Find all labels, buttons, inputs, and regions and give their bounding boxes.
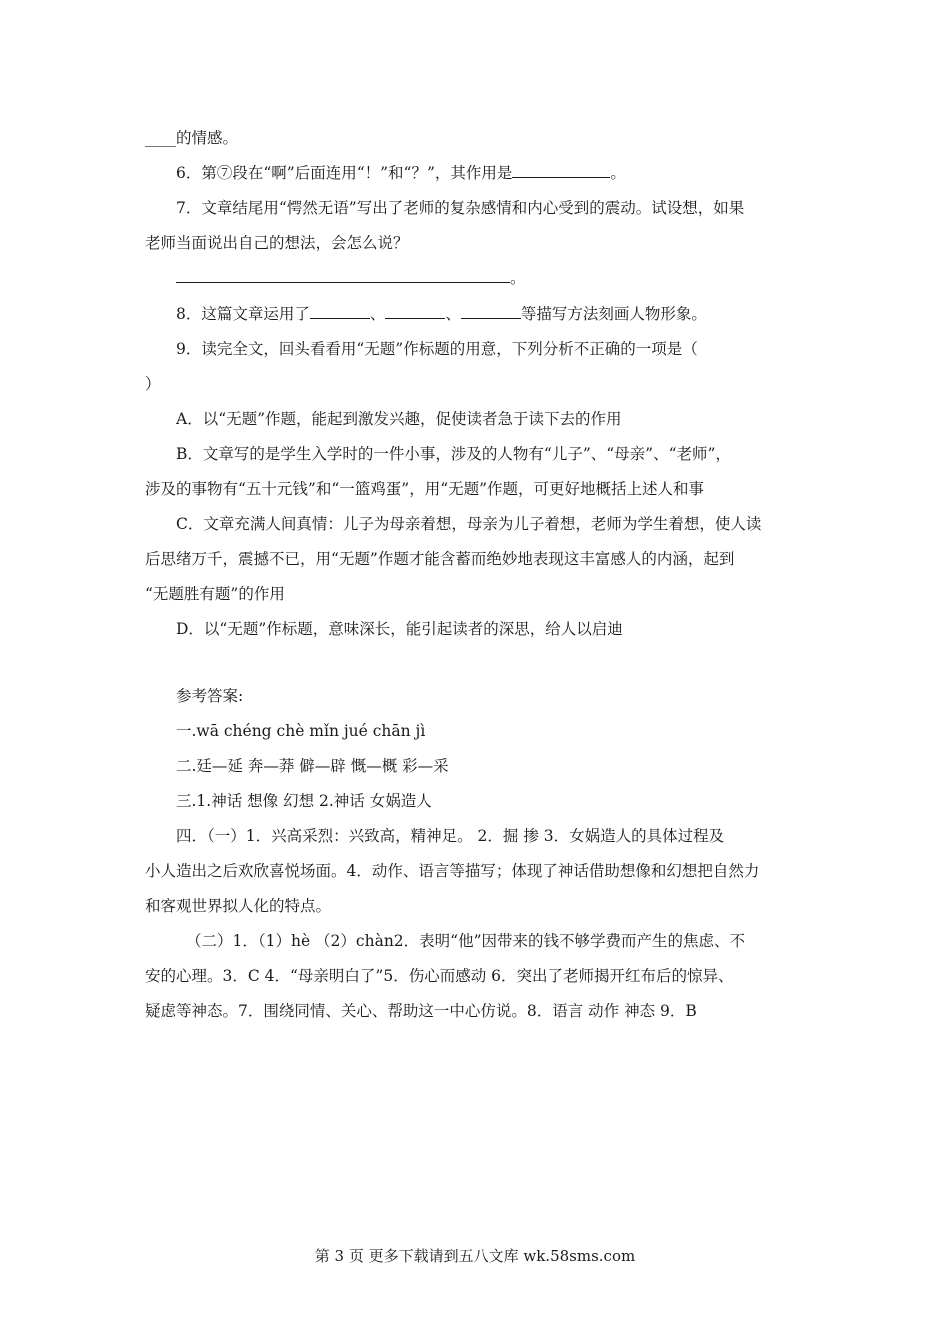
question-7-answer-line: 。	[176, 268, 846, 288]
answer-2: 二.廷—延 奔—莽 僻—辟 慨—概 彩—采	[176, 757, 449, 775]
question-8: 8．这篇文章运用了 、 、 等描写方法刻画人物形象。	[176, 305, 707, 323]
question-7-line1: 7．文章结尾用“愕然无语”写出了老师的复杂感情和内心受到的震动。试设想，如果	[176, 199, 745, 217]
answer-3: 三.1.神话 想像 幻想 2.神话 女娲造人	[176, 792, 432, 810]
question-7-line2: 老师当面说出自己的想法，会怎么说？	[145, 234, 409, 252]
option-d: D．以“无题”作标题，意味深长，能引起读者的深思，给人以启迪	[176, 620, 623, 638]
answer-blank-q8-1[interactable]	[310, 304, 370, 319]
q5-tail: ____的情感。	[145, 129, 239, 147]
question-6: 6．第⑦段在“啊”后面连用“！”和“？”，其作用是 。	[176, 164, 626, 182]
answer-blank-q8-3[interactable]	[461, 304, 521, 319]
answer-1: 一.wā chéng chè mǐn jué chān jì	[176, 722, 426, 740]
answer-blank-q6[interactable]	[512, 163, 610, 178]
option-b-line1: B．文章写的是学生入学时的一件小事，涉及的人物有“儿子”、“母亲”、“老师”，	[176, 445, 731, 463]
answer-blank-q8-2[interactable]	[385, 304, 445, 319]
answer-blank-q7[interactable]	[176, 268, 510, 283]
answers-heading: 参考答案:	[176, 687, 244, 705]
option-b-line2: 涉及的事物有“五十元钱”和“一篮鸡蛋”，用“无题”作题，可更好地概括上述人和事	[145, 480, 705, 498]
blank-q5: ____	[145, 129, 176, 147]
answer-4-line3: 和客观世界拟人化的特点。	[145, 897, 332, 915]
question-9-line1: 9．读完全文，回头看看用“无题”作标题的用意，下列分析不正确的一项是（	[176, 340, 698, 358]
option-a: A．以“无题”作题，能起到激发兴趣，促使读者急于读下去的作用	[176, 410, 622, 428]
question-9-line2: ）	[145, 375, 161, 393]
answer-4-line2: 小人造出之后欢欣喜悦场面。4．动作、语言等描写；体现了神话借助想像和幻想把自然力	[145, 862, 760, 880]
option-c-line1: C．文章充满人间真情：儿子为母亲着想，母亲为儿子着想，老师为学生着想，使人读	[176, 515, 762, 533]
page-footer: 第 3 页 更多下载请到五八文库 wk.58sms.com	[314, 1247, 636, 1265]
option-c-line2: 后思绪万千，震撼不已，用“无题”作题才能含蓄而绝妙地表现这丰富感人的内涵，起到	[145, 550, 735, 568]
answer-4-line1: 四．（一）1．兴高采烈：兴致高，精神足。 2．掘 掺 3．女娲造人的具体过程及	[176, 827, 725, 845]
answer-5-line3: 疑虑等神态。7．围绕同情、关心、帮助这一中心仿说。8．语言 动作 神态 9．B	[145, 1002, 697, 1020]
answer-5-line2: 安的心理。3．C 4．“母亲明白了”5．伤心而感动 6．突出了老师揭开红布后的惊异、	[145, 967, 734, 985]
answer-5-line1: （二）1．（1）hè （2）chàn2．表明“他”因带来的钱不够学费而产生的焦虑、不	[186, 932, 746, 950]
option-c-line3: “无题胜有题”的作用	[145, 585, 285, 603]
